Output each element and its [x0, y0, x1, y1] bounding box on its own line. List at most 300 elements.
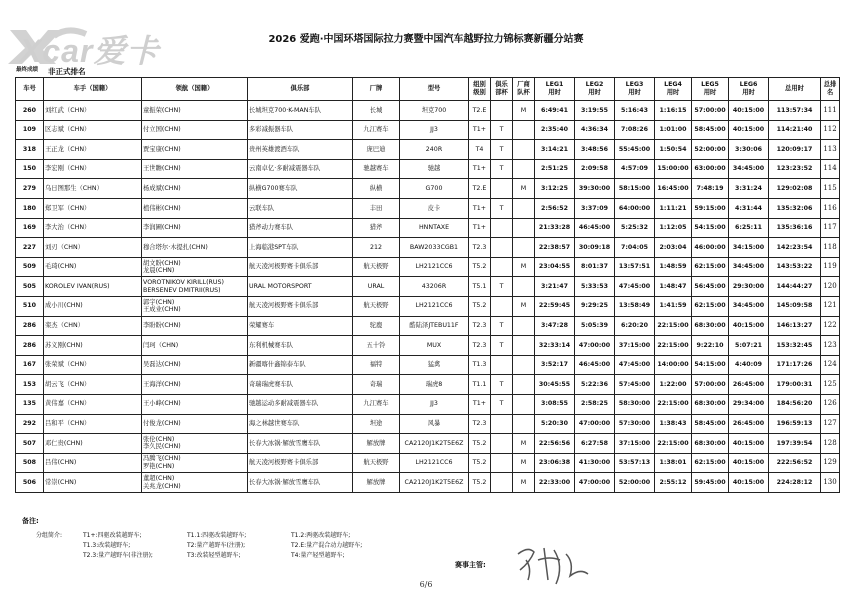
model: JJ3 [400, 394, 469, 414]
leg5-time: 62:15:00 [692, 257, 729, 277]
leg2-time: 47:00:00 [575, 473, 615, 493]
overall-rank: 111 [821, 101, 840, 121]
table-body [16, 101, 840, 493]
driver-name: 王正龙（CHN） [44, 140, 142, 160]
legend-item: T2:量产越野车(注册); [187, 542, 246, 549]
leg5-time: 62:15:00 [692, 453, 729, 473]
leg4-time: 1:11:21 [655, 198, 692, 218]
leg3-time: 47:45:00 [615, 355, 655, 375]
leg3-time: 13:57:51 [615, 257, 655, 277]
leg3-time: 58:15:00 [615, 179, 655, 199]
car-number: 260 [16, 101, 44, 121]
leg6-time: 40:15:00 [729, 120, 769, 140]
manufacturer-cup [513, 159, 535, 179]
group-class: T5.2 [469, 257, 491, 277]
column-header: 总排 名 [821, 78, 840, 101]
table-row [16, 238, 840, 258]
leg5-time: 58:45:00 [692, 120, 729, 140]
manufacturer-cup [513, 218, 535, 238]
leg4-time: 1:41:59 [655, 296, 692, 316]
leg6-time: 29:30:00 [729, 277, 769, 297]
overall-rank: 124 [821, 355, 840, 375]
table-row [16, 434, 840, 454]
leg3-time: 55:45:00 [615, 140, 655, 160]
column-header: 俱乐部 [248, 78, 353, 101]
club-name: 云南卓亿·多耐减震器车队 [248, 159, 353, 179]
codriver-name: 付俊龙(CHN) [142, 414, 248, 434]
brand: 福特 [353, 355, 400, 375]
leg1-time: 22:56:56 [535, 434, 575, 454]
brand: 九江赛车 [353, 120, 400, 140]
leg3-time: 13:58:49 [615, 296, 655, 316]
group-class: T2.3 [469, 316, 491, 336]
club-cup [491, 355, 513, 375]
club-cup [491, 179, 513, 199]
club-cup [491, 453, 513, 473]
leg3-time: 4:57:09 [615, 159, 655, 179]
leg4-time: 1:22:00 [655, 375, 692, 395]
leg2-time: 46:45:00 [575, 355, 615, 375]
club-cup [491, 257, 513, 277]
club-cup: T [491, 277, 513, 297]
total-time: 179:00:31 [769, 375, 821, 395]
group-class: T5.2 [469, 434, 491, 454]
club-cup [491, 218, 513, 238]
legend-heading: 备注: [22, 517, 39, 525]
leg4-time: 2:03:04 [655, 238, 692, 258]
leg3-time: 57:45:00 [615, 375, 655, 395]
club-name: 长城坦克700·K-MAN车队 [248, 101, 353, 121]
group-class: T1+ [469, 120, 491, 140]
group-class: T2.E [469, 101, 491, 121]
model: 猛禽 [400, 355, 469, 375]
leg4-time: 1:48:47 [655, 277, 692, 297]
total-time: 196:59:13 [769, 414, 821, 434]
column-header: 型号 [400, 78, 469, 101]
leg4-time: 1:48:59 [655, 257, 692, 277]
group-class: T1+ [469, 394, 491, 414]
leg6-time: 34:15:00 [729, 238, 769, 258]
table-row [16, 198, 840, 218]
model: LH2121CC6 [400, 453, 469, 473]
column-header: 总用时 [769, 78, 821, 101]
leg4-time: 1:01:00 [655, 120, 692, 140]
codriver-name: 付立国(CHN) [142, 120, 248, 140]
leg4-time: 1:12:05 [655, 218, 692, 238]
car-number: 506 [16, 473, 44, 493]
leg4-time: 15:00:00 [655, 159, 692, 179]
driver-name: 苏义刚(CHN) [44, 336, 142, 356]
legend-label: 分组简介: [36, 532, 63, 539]
total-time: 224:28:12 [769, 473, 821, 493]
logo-wordmark: Xcar爱卡 [20, 33, 160, 69]
leg1-time: 2:35:40 [535, 120, 575, 140]
club-name: 驰越运动多耐减震器车队 [248, 394, 353, 414]
leg1-time: 30:45:55 [535, 375, 575, 395]
leg5-time: 46:00:00 [692, 238, 729, 258]
codriver-name: 穆合塔尔·木提扎(CHN) [142, 238, 248, 258]
legend-item: T1+:四驱改装越野车; [83, 532, 142, 539]
group-class: T5.1 [469, 277, 491, 297]
result-note: 最终成绩 [16, 67, 39, 73]
car-number: 292 [16, 414, 44, 434]
overall-rank: 122 [821, 316, 840, 336]
legend-item: T1.1:四驱改装越野车; [187, 532, 247, 539]
manufacturer-cup: M [513, 434, 535, 454]
codriver-name: 张伦(CHN) 李久民(CHN) [142, 434, 248, 454]
brand: 庞巴迪 [353, 140, 400, 160]
leg5-time: 59:45:00 [692, 473, 729, 493]
leg1-time: 2:51:25 [535, 159, 575, 179]
car-number: 167 [16, 355, 44, 375]
brand: 航天极野 [353, 296, 400, 316]
leg4-time: 1:38:01 [655, 453, 692, 473]
manufacturer-cup [513, 140, 535, 160]
club-name: 海之林越世赛车队 [248, 414, 353, 434]
table-subtitle: 非正式排名 [48, 67, 86, 76]
club-name: 上海临港SPT车队 [248, 238, 353, 258]
leg3-time: 37:15:00 [615, 434, 655, 454]
leg3-time: 52:00:00 [615, 473, 655, 493]
club-cup [491, 238, 513, 258]
manufacturer-cup: M [513, 473, 535, 493]
codriver-name: VOROTNIKOV KIRILL(RUS) BERSENEV DMITRII(RUS) [142, 277, 248, 297]
brand: 坦途 [353, 414, 400, 434]
leg4-time: 16:45:00 [655, 179, 692, 199]
leg2-time: 4:36:34 [575, 120, 615, 140]
driver-name: 区志斌（CHN） [44, 120, 142, 140]
column-header: LEG6 用时 [729, 78, 769, 101]
leg6-time: 29:34:00 [729, 394, 769, 414]
group-class: T2.3 [469, 336, 491, 356]
model: 酷陆泽JTEBU11F [400, 316, 469, 336]
driver-name: 乌日图那生（CHN） [44, 179, 142, 199]
brand: 奇瑞 [353, 375, 400, 395]
car-number: 180 [16, 198, 44, 218]
club-name: 猎斧动力赛车队 [248, 218, 353, 238]
club-cup: T [491, 394, 513, 414]
leg1-time: 2:56:52 [535, 198, 575, 218]
brand: 猎斧 [353, 218, 400, 238]
driver-name: 栾杰（CHN） [44, 316, 142, 336]
club-name: 长春大冰锅·解放雪鹰车队 [248, 434, 353, 454]
leg6-time: 6:25:11 [729, 218, 769, 238]
leg4-time: 22:15:00 [655, 394, 692, 414]
legend-item: T1.3:改装越野车; [83, 542, 131, 549]
page-number: 6/6 [419, 580, 433, 589]
column-header: 俱乐 部杯 [491, 78, 513, 101]
model: 驰越 [400, 159, 469, 179]
leg2-time: 8:01:37 [575, 257, 615, 277]
column-header: 车手（国籍） [44, 78, 142, 101]
driver-name: 成小川(CHN) [44, 296, 142, 316]
leg2-time: 3:37:09 [575, 198, 615, 218]
leg6-time: 4:40:09 [729, 355, 769, 375]
group-class: T1+ [469, 198, 491, 218]
leg5-time: 9:22:10 [692, 336, 729, 356]
manufacturer-cup: M [513, 179, 535, 199]
leg5-time: 68:30:00 [692, 316, 729, 336]
club-name: URAL MOTORSPORT [248, 277, 353, 297]
brand: URAL [353, 277, 400, 297]
leg3-time: 64:00:00 [615, 198, 655, 218]
model: LH2121CC6 [400, 296, 469, 316]
column-header: LEG5 用时 [692, 78, 729, 101]
club-name: 航天凌河极野赛卡俱乐部 [248, 257, 353, 277]
total-time: 142:23:54 [769, 238, 821, 258]
model: 风暴 [400, 414, 469, 434]
club-name: 云联车队 [248, 198, 353, 218]
group-class: T5.2 [469, 473, 491, 493]
leg1-time: 23:06:38 [535, 453, 575, 473]
total-time: 123:23:52 [769, 159, 821, 179]
driver-name: 吕伟(CHN) [44, 453, 142, 473]
total-time: 135:36:16 [769, 218, 821, 238]
group-class: T1+ [469, 218, 491, 238]
model: 坦克700 [400, 101, 469, 121]
leg2-time: 41:30:00 [575, 453, 615, 473]
car-number: 279 [16, 179, 44, 199]
leg5-time: 57:00:00 [692, 375, 729, 395]
brand: 解放牌 [353, 473, 400, 493]
leg2-time: 47:00:00 [575, 336, 615, 356]
leg3-time: 58:30:00 [615, 394, 655, 414]
overall-rank: 117 [821, 218, 840, 238]
leg6-time: 26:45:00 [729, 414, 769, 434]
column-header: LEG1 用时 [535, 78, 575, 101]
manufacturer-cup [513, 277, 535, 297]
overall-rank: 121 [821, 296, 840, 316]
club-name: 长春大冰锅·解放雪鹰车队 [248, 473, 353, 493]
brand: 航天极野 [353, 257, 400, 277]
leg2-time: 30:09:18 [575, 238, 615, 258]
codriver-name: 郭宇(CHN) 王成业(CHN) [142, 296, 248, 316]
leg1-time: 32:33:14 [535, 336, 575, 356]
leg3-time: 7:04:05 [615, 238, 655, 258]
codriver-name: 李润圃(CHN) [142, 218, 248, 238]
group-class: T4 [469, 140, 491, 160]
car-number: 150 [16, 159, 44, 179]
club-cup: T [491, 375, 513, 395]
manufacturer-cup: M [513, 257, 535, 277]
club-cup: T [491, 336, 513, 356]
column-header: 厂牌 [353, 78, 400, 101]
car-number: 286 [16, 336, 44, 356]
leg6-time: 40:15:00 [729, 101, 769, 121]
legend-item: T2.3:量产越野车(非注册); [83, 552, 153, 559]
total-time: 144:44:27 [769, 277, 821, 297]
leg3-time: 6:20:20 [615, 316, 655, 336]
codriver-name: 胡文盼(CHN) 龙晨(CHN) [142, 257, 248, 277]
leg5-time: 54:15:00 [692, 355, 729, 375]
club-name: 纵横G700赛车队 [248, 179, 353, 199]
legend-item: T3:改装轻型越野车; [187, 552, 241, 559]
car-number: 505 [16, 277, 44, 297]
brand: 五十铃 [353, 336, 400, 356]
model: BAW2033CGB1 [400, 238, 469, 258]
leg1-time: 3:14:21 [535, 140, 575, 160]
leg5-time: 63:00:00 [692, 159, 729, 179]
codriver-name: 贾宝康(CHN) [142, 140, 248, 160]
leg1-time: 6:49:41 [535, 101, 575, 121]
codriver-name: 闫珂（CHN) [142, 336, 248, 356]
leg4-time: 14:00:00 [655, 355, 692, 375]
leg5-time: 7:48:19 [692, 179, 729, 199]
overall-rank: 120 [821, 277, 840, 297]
group-class: T2.E [469, 179, 491, 199]
total-time: 114:21:40 [769, 120, 821, 140]
driver-name: 吕和平（CHN） [44, 414, 142, 434]
model: 瑞虎8 [400, 375, 469, 395]
manufacturer-cup [513, 198, 535, 218]
codriver-name: 王世瞻(CHN) [142, 159, 248, 179]
leg5-time: 58:45:00 [692, 414, 729, 434]
codriver-name: 王小峰(CHN) [142, 394, 248, 414]
overall-rank: 130 [821, 473, 840, 493]
driver-name: 郑卫军（CHN） [44, 198, 142, 218]
codriver-name: 董超(CHN) 关兆龙(CHN) [142, 473, 248, 493]
column-header: 车号 [16, 78, 44, 101]
column-header: LEG2 用时 [575, 78, 615, 101]
leg4-time: 1:16:15 [655, 101, 692, 121]
car-number: 507 [16, 434, 44, 454]
leg2-time: 46:45:00 [575, 218, 615, 238]
manufacturer-cup [513, 355, 535, 375]
club-cup [491, 101, 513, 121]
leg6-time: 40:15:00 [729, 434, 769, 454]
leg1-time: 3:12:25 [535, 179, 575, 199]
leg5-time: 62:15:00 [692, 296, 729, 316]
legend-item: T4:量产轻型越野车; [291, 552, 345, 559]
leg5-time: 52:00:00 [692, 140, 729, 160]
driver-name: 常崇(CHN) [44, 473, 142, 493]
car-number: 318 [16, 140, 44, 160]
club-cup: T [491, 120, 513, 140]
leg4-time: 22:15:00 [655, 434, 692, 454]
brand: 航天极野 [353, 453, 400, 473]
overall-rank: 126 [821, 394, 840, 414]
manufacturer-cup [513, 414, 535, 434]
leg2-time: 9:29:25 [575, 296, 615, 316]
leg6-time: 34:45:00 [729, 159, 769, 179]
column-header: 组别 级别 [469, 78, 491, 101]
table-row [16, 375, 840, 395]
leg5-time: 54:15:00 [692, 218, 729, 238]
group-class: T1.3 [469, 355, 491, 375]
leg1-time: 3:21:47 [535, 277, 575, 297]
driver-name: 刘红武（CHN） [44, 101, 142, 121]
table-row [16, 159, 840, 179]
total-time: 171:17:26 [769, 355, 821, 375]
leg6-time: 3:31:24 [729, 179, 769, 199]
leg1-time: 22:33:00 [535, 473, 575, 493]
car-number: 509 [16, 257, 44, 277]
car-number: 109 [16, 120, 44, 140]
club-name: 航天凌河极野赛卡俱乐部 [248, 296, 353, 316]
manufacturer-cup [513, 120, 535, 140]
driver-name: 毛琦(CHN) [44, 257, 142, 277]
leg6-time: 34:45:00 [729, 257, 769, 277]
club-name: 航天凌河极野赛卡俱乐部 [248, 453, 353, 473]
overall-rank: 127 [821, 414, 840, 434]
club-cup [491, 296, 513, 316]
club-name: 贵州英雄渡酒车队 [248, 140, 353, 160]
brand: 驰越赛车 [353, 159, 400, 179]
model: LH2121CC6 [400, 257, 469, 277]
codriver-name: 植伟彬(CHN) [142, 198, 248, 218]
leg1-time: 3:52:17 [535, 355, 575, 375]
leg5-time: 68:30:00 [692, 434, 729, 454]
club-cup [491, 434, 513, 454]
total-time: 197:39:54 [769, 434, 821, 454]
driver-name: 李大治（CHN） [44, 218, 142, 238]
group-class: T2.3 [469, 238, 491, 258]
total-time: 120:09:17 [769, 140, 821, 160]
table-row [16, 277, 840, 297]
table-row [16, 296, 840, 316]
table-row [16, 473, 840, 493]
driver-name: 李宏刚（CHN） [44, 159, 142, 179]
driver-name: 黄伟嘉（CHN） [44, 394, 142, 414]
leg2-time: 5:05:39 [575, 316, 615, 336]
leg1-time: 22:38:57 [535, 238, 575, 258]
leg1-time: 21:33:28 [535, 218, 575, 238]
leg1-time: 3:47:28 [535, 316, 575, 336]
legend-item: T2.E:量产混合动力越野车; [291, 542, 363, 549]
club-cup: T [491, 198, 513, 218]
leg3-time: 57:30:00 [615, 414, 655, 434]
table-row [16, 140, 840, 160]
codriver-name: 冯腾飞(CHN) 罗艳(CHN) [142, 453, 248, 473]
overall-rank: 113 [821, 140, 840, 160]
manufacturer-cup: M [513, 296, 535, 316]
overall-rank: 123 [821, 336, 840, 356]
model: CA2120J1K2T5E6Z [400, 473, 469, 493]
club-name: 东利机械赛车队 [248, 336, 353, 356]
codriver-name: 杨成斌(CHN) [142, 179, 248, 199]
leg2-time: 2:58:25 [575, 394, 615, 414]
brand: 丰田 [353, 198, 400, 218]
total-time: 113:57:34 [769, 101, 821, 121]
leg5-time: 68:30:00 [692, 394, 729, 414]
driver-name: 张荣斌（CHN） [44, 355, 142, 375]
total-time: 222:56:52 [769, 453, 821, 473]
leg6-time: 5:07:21 [729, 336, 769, 356]
overall-rank: 119 [821, 257, 840, 277]
leg1-time: 3:08:55 [535, 394, 575, 414]
leg4-time: 1:38:43 [655, 414, 692, 434]
overall-rank: 118 [821, 238, 840, 258]
car-number: 510 [16, 296, 44, 316]
group-class: T5.2 [469, 296, 491, 316]
driver-name: KOROLEV IVAN(RUS) [44, 277, 142, 297]
leg6-time: 3:30:06 [729, 140, 769, 160]
leg6-time: 40:15:00 [729, 453, 769, 473]
leg2-time: 5:33:53 [575, 277, 615, 297]
codriver-name: 吴磊达(CHN) [142, 355, 248, 375]
codriver-name: 李盼盼(CHN) [142, 316, 248, 336]
car-number: 153 [16, 375, 44, 395]
car-number: 169 [16, 218, 44, 238]
manufacturer-cup [513, 375, 535, 395]
driver-name: 胡云飞（CHN） [44, 375, 142, 395]
club-name: 奇瑞瑞虎赛车队 [248, 375, 353, 395]
model: 240R [400, 140, 469, 160]
group-class: T5.2 [469, 453, 491, 473]
group-class: T2.3 [469, 414, 491, 434]
overall-rank: 125 [821, 375, 840, 395]
club-cup [491, 414, 513, 434]
